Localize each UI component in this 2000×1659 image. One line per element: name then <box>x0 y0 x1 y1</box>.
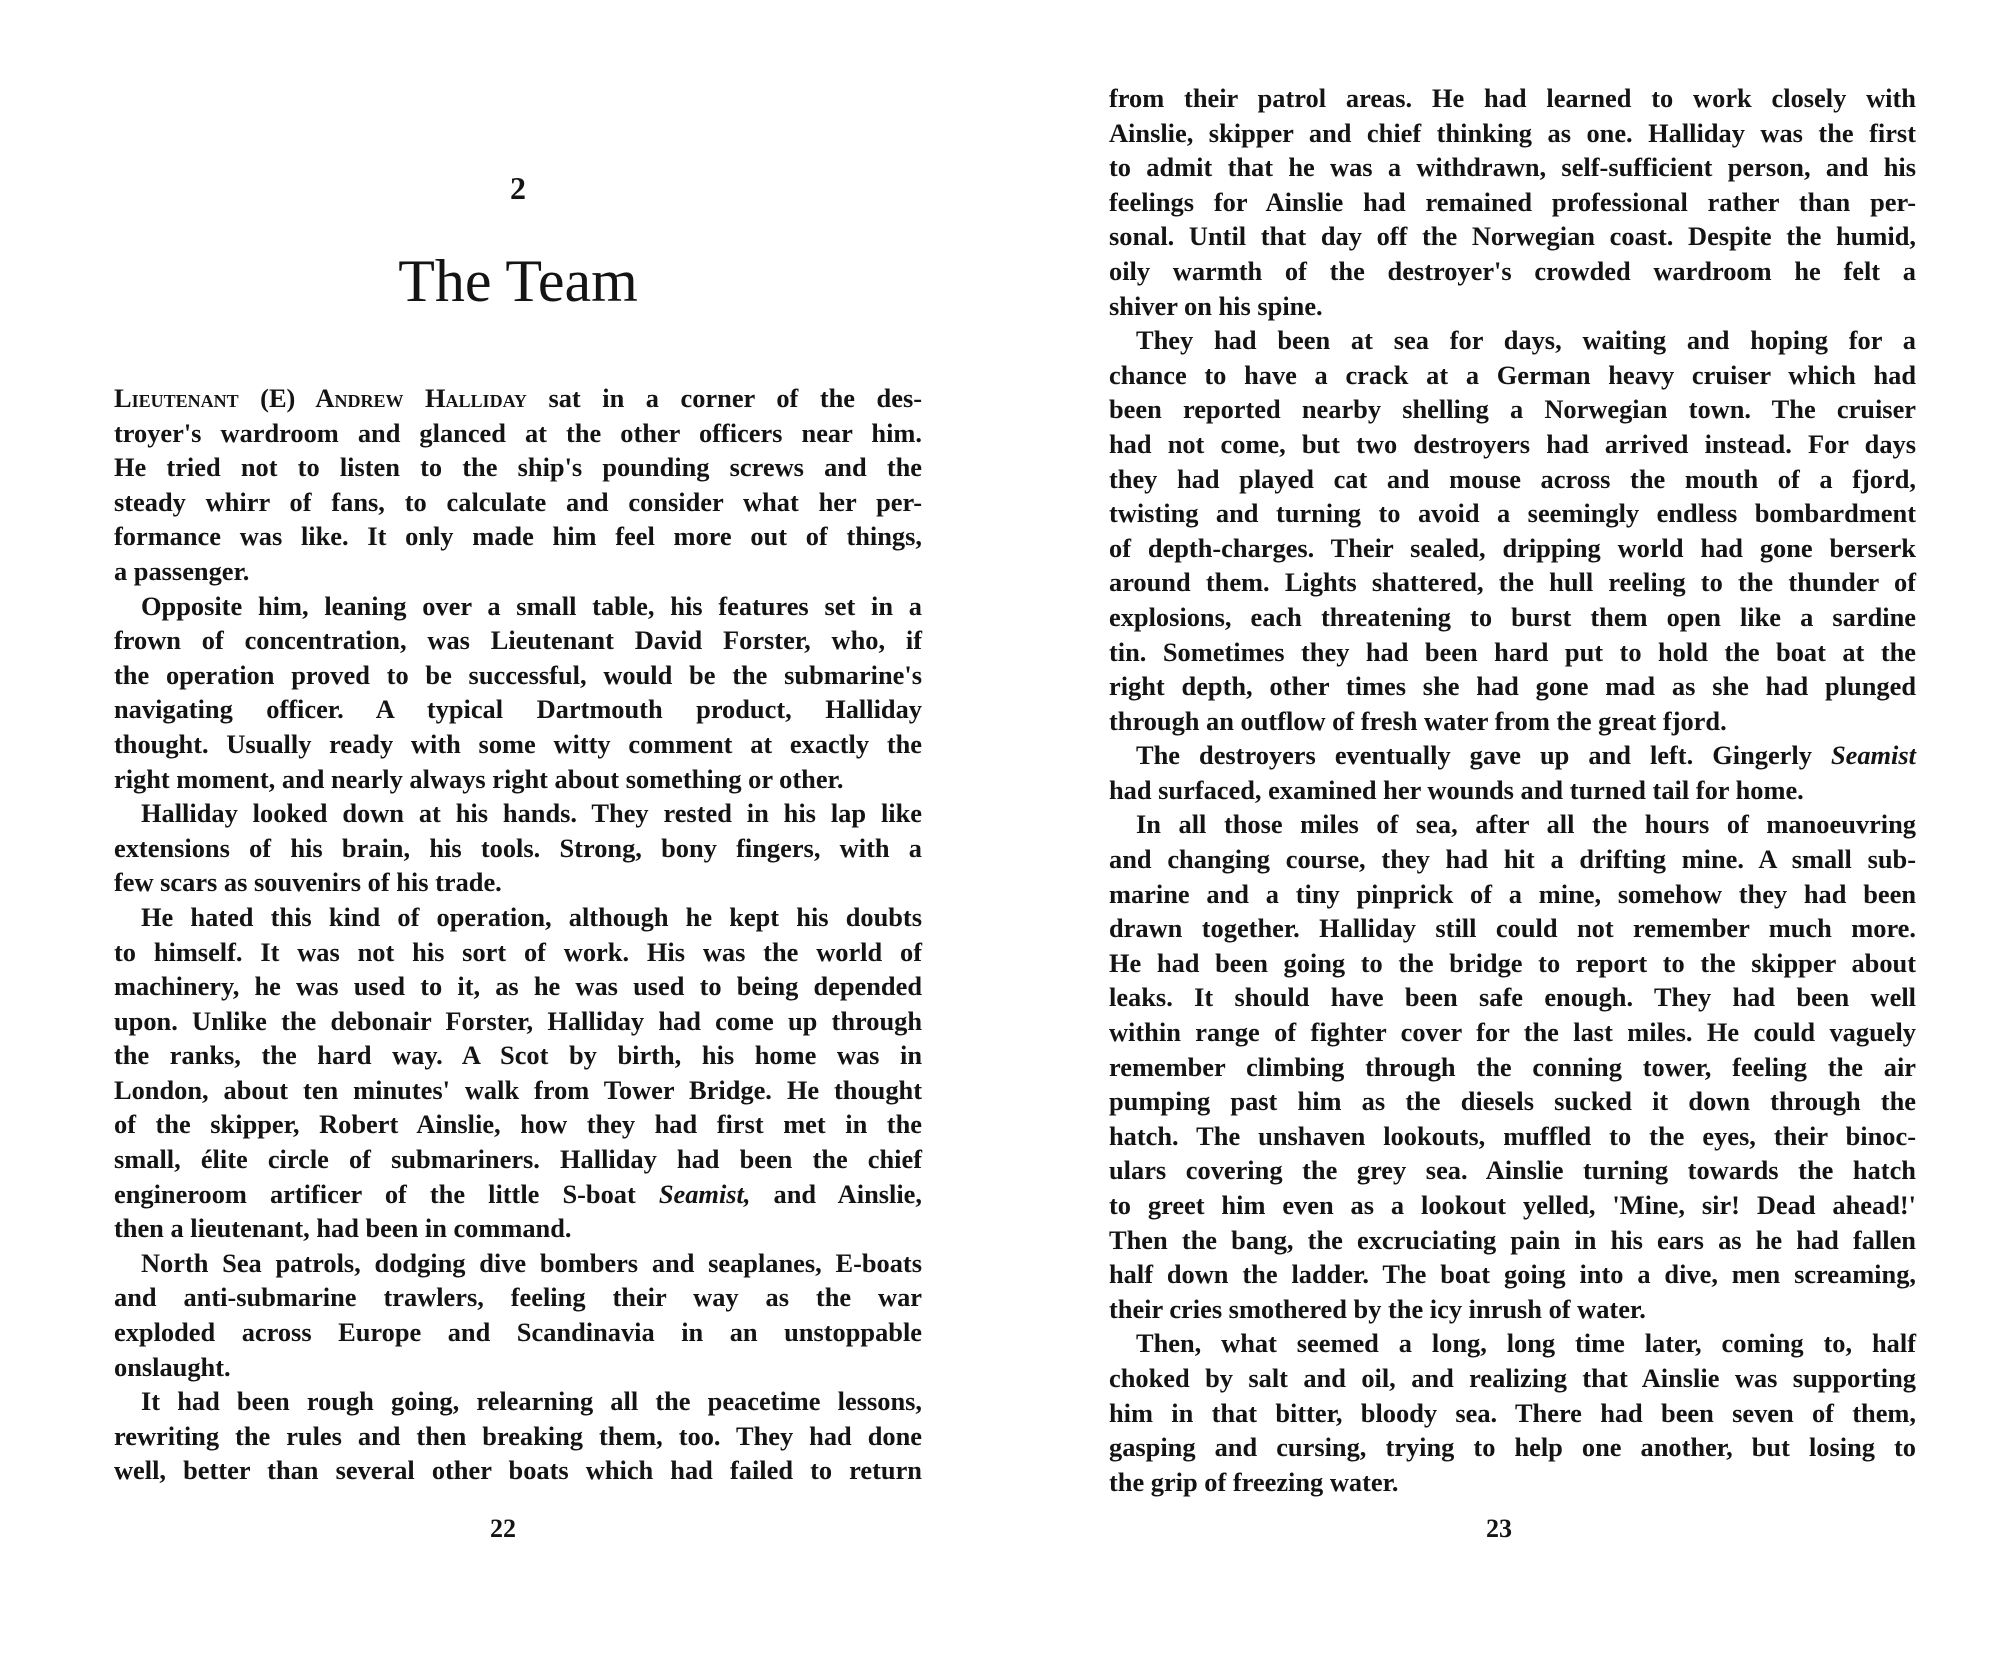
line-text: a passenger. <box>114 555 250 586</box>
text-line <box>1109 842 1916 877</box>
text-line <box>1109 911 1916 946</box>
text-line <box>1109 81 1916 116</box>
line-text: formance was like. It only made him feel more out of things, <box>114 521 922 552</box>
line-text: rewriting the rules and then breaking them, too. They had done <box>114 1420 922 1451</box>
line-text: their cries smothered by the icy inrush of water. <box>1109 1293 1646 1324</box>
text-line <box>1109 669 1916 704</box>
page-number-left: 22 <box>490 1514 516 1543</box>
line-text: onslaught. <box>114 1351 231 1382</box>
line-text: chance to have a crack at a German heavy cruiser which had <box>1109 359 1916 390</box>
line-text: they had played cat and mouse across the mouth of a fjord, <box>1109 463 1916 494</box>
text-line <box>114 831 922 866</box>
text-line <box>1109 1396 1916 1431</box>
line-text: thought. Usually ready with some witty comment at exactly the <box>114 728 922 759</box>
text-line <box>1109 496 1916 531</box>
line-text: Opposite him, leaning over a small table, his features set in a <box>141 590 922 621</box>
line-text: gasping and cursing, trying to help one another, but losing to <box>1109 1432 1916 1463</box>
text-line <box>114 1419 922 1454</box>
chapter-title: The Team <box>398 248 638 314</box>
line-text: been reported nearby shelling a Norwegian town. The cruiser <box>1109 394 1916 425</box>
right-page <box>1000 0 2000 1659</box>
text-line <box>1109 807 1916 842</box>
text-line <box>1109 219 1916 254</box>
line-text: the operation proved to be successful, would be the submarine's <box>114 659 922 690</box>
text-line <box>1109 565 1916 600</box>
line-text: London, about ten minutes' walk from Tower Bridge. He thought <box>114 1074 922 1105</box>
line-text: exploded across Europe and Scandinavia in an unstoppable <box>114 1317 922 1348</box>
line-text: It had been rough going, relearning all the peacetime lessons, <box>141 1386 922 1417</box>
line-text: troyer's wardroom and glanced at the other officers near him. <box>114 417 922 448</box>
text-line <box>114 1280 922 1315</box>
italic-text: Seamist, <box>658 1178 751 1209</box>
left-page-text <box>114 381 922 1488</box>
line-text: then a lieutenant, had been in command. <box>114 1213 572 1244</box>
text-line <box>1109 462 1916 497</box>
line-text: They had been at sea for days, waiting and hoping for a <box>1136 325 1916 356</box>
line-text: explosions, each threatening to burst them open like a sardine <box>1109 601 1916 632</box>
text-line <box>114 1142 922 1177</box>
text-line <box>114 658 922 693</box>
line-text: marine and a tiny pinprick of a mine, somehow they had been <box>1109 878 1916 909</box>
text-line <box>1109 427 1916 462</box>
text-line <box>114 589 922 624</box>
text-line <box>114 865 922 900</box>
text-line <box>114 900 922 935</box>
text-line <box>1109 1015 1916 1050</box>
line-text: hatch. The unshaven lookouts, muffled to the eyes, their binoc- <box>1109 1120 1916 1151</box>
line-text: right depth, other times she had gone mad as she had plunged <box>1109 671 1916 702</box>
text-line <box>114 450 922 485</box>
line-text: well, better than several other boats which had failed to return <box>114 1455 922 1486</box>
text-line <box>1109 323 1916 358</box>
text-line <box>1109 185 1916 220</box>
text-line <box>114 1177 922 1212</box>
line-text: sat in a corner of the des- <box>526 383 922 413</box>
text-line <box>114 554 922 589</box>
line-text: through an outflow of fresh water from the great fjord. <box>1109 705 1727 736</box>
line-text: remember climbing through the conning tower, feeling the air <box>1109 1051 1916 1082</box>
text-line <box>1109 1292 1916 1327</box>
line-text: sonal. Until that day off the Norwegian coast. Despite the humid, <box>1109 221 1916 252</box>
line-text: extensions of his brain, his tools. Strong, bony fingers, with a <box>114 832 922 863</box>
line-text: him in that bitter, bloody sea. There had been seven of them, <box>1109 1397 1916 1428</box>
line-text: Then, what seemed a long, long time later, coming to, half <box>1136 1328 1916 1359</box>
line-text: around them. Lights shattered, the hull reeling to the thunder of <box>1109 567 1916 598</box>
line-text: feelings for Ainslie had remained professional rather than per- <box>1109 186 1916 217</box>
text-line <box>1109 150 1916 185</box>
text-line <box>1109 289 1916 324</box>
text-line <box>1109 358 1916 393</box>
text-line <box>114 381 922 416</box>
line-text: oily warmth of the destroyer's crowded wardroom he felt a <box>1109 255 1916 286</box>
text-line <box>114 692 922 727</box>
text-line <box>114 762 922 797</box>
text-line <box>1109 1050 1916 1085</box>
text-line <box>1109 1153 1916 1188</box>
text-line <box>1109 392 1916 427</box>
line-text: Then the bang, the excruciating pain in his ears as he had fallen <box>1109 1224 1916 1255</box>
text-line <box>114 485 922 520</box>
text-line <box>1109 946 1916 981</box>
line-text: North Sea patrols, dodging dive bombers and seaplanes, E-boats <box>141 1247 922 1278</box>
text-line <box>114 1004 922 1039</box>
line-text: leaks. It should have been safe enough. They had been well <box>1109 982 1916 1013</box>
text-line <box>1109 1119 1916 1154</box>
line-text: and anti-submarine trawlers, feeling their way as the war <box>114 1282 922 1313</box>
text-line <box>1109 1430 1916 1465</box>
text-line <box>114 1038 922 1073</box>
line-text: tin. Sometimes they had been hard put to hold the boat at the <box>1109 636 1916 667</box>
text-line <box>114 416 922 451</box>
text-line <box>114 969 922 1004</box>
line-text: Ainslie, skipper and chief thinking as one. Halliday was the first <box>1109 117 1916 148</box>
line-text: upon. Unlike the debonair Forster, Halliday had come up through <box>114 1005 922 1036</box>
text-line <box>1109 1223 1916 1258</box>
line-text: He hated this kind of operation, although he kept his doubts <box>141 901 922 932</box>
text-line <box>1109 738 1916 773</box>
line-text: to admit that he was a withdrawn, self-sufficient person, and his <box>1109 152 1916 183</box>
text-line <box>114 1073 922 1108</box>
line-text-after: and Ainslie, <box>750 1178 922 1209</box>
line-text: He had been going to the bridge to report to the skipper about <box>1109 947 1916 978</box>
text-line <box>114 1211 922 1246</box>
text-line <box>114 727 922 762</box>
line-text: from their patrol areas. He had learned to work closely with <box>1109 83 1916 113</box>
line-text: and changing course, they had hit a drifting mine. A small sub- <box>1109 844 1916 875</box>
line-text: He tried not to listen to the ship's pounding screws and the <box>114 452 922 483</box>
text-line <box>114 1453 922 1488</box>
page-number-right: 23 <box>1486 1514 1512 1543</box>
line-text: ulars covering the grey sea. Ainslie turning towards the hatch <box>1109 1155 1916 1186</box>
line-text: Halliday looked down at his hands. They rested in his lap like <box>141 798 922 829</box>
text-line <box>1109 1257 1916 1292</box>
line-text: of the skipper, Robert Ainslie, how they had first met in the <box>114 1109 922 1140</box>
text-line <box>114 935 922 970</box>
text-line <box>114 1384 922 1419</box>
text-line <box>1109 980 1916 1015</box>
line-text: the grip of freezing water. <box>1109 1466 1399 1497</box>
text-line <box>1109 877 1916 912</box>
chapter-number: 2 <box>510 170 526 206</box>
line-text: the ranks, the hard way. A Scot by birth, his home was in <box>114 1040 922 1071</box>
line-text: pumping past him as the diesels sucked it down through the <box>1109 1086 1916 1117</box>
text-line <box>114 1315 922 1350</box>
line-text: machinery, he was used to it, as he was used to being depended <box>114 971 922 1002</box>
text-line <box>114 519 922 554</box>
text-line <box>1109 635 1916 670</box>
line-text: to himself. It was not his sort of work. His was the world of <box>114 936 922 967</box>
line-text: frown of concentration, was Lieutenant David Forster, who, if <box>114 625 922 656</box>
italic-text: Seamist <box>1830 740 1916 771</box>
line-text: drawn together. Halliday still could not remember much more. <box>1109 913 1916 944</box>
text-line <box>1109 1188 1916 1223</box>
line-text: of depth-charges. Their sealed, dripping world had gone berserk <box>1109 532 1916 563</box>
line-text: choked by salt and oil, and realizing that Ainslie was supporting <box>1109 1362 1916 1393</box>
text-line <box>1109 531 1916 566</box>
line-text: shiver on his spine. <box>1109 290 1323 321</box>
text-line <box>1109 116 1916 151</box>
line-text: half down the ladder. The boat going into a dive, men screaming, <box>1109 1259 1916 1290</box>
line-text: The destroyers eventually gave up and left. Gingerly <box>1136 740 1831 771</box>
text-line <box>1109 1361 1916 1396</box>
text-line <box>1109 1326 1916 1361</box>
right-page-text <box>1109 81 1916 1499</box>
line-text: had not come, but two destroyers had arrived instead. For days <box>1109 428 1916 459</box>
text-line <box>1109 773 1916 808</box>
line-text: to greet him even as a lookout yelled, 'Mine, sir! Dead ahead!' <box>1109 1190 1916 1220</box>
text-line <box>1109 600 1916 635</box>
text-line <box>114 796 922 831</box>
opening-small-caps: Lieutenant (E) Andrew Halliday <box>114 383 527 413</box>
text-line <box>1109 704 1916 739</box>
line-text: few scars as souvenirs of his trade. <box>114 867 502 898</box>
line-text: navigating officer. A typical Dartmouth product, Halliday <box>114 694 922 725</box>
text-line <box>114 623 922 658</box>
line-text: twisting and turning to avoid a seemingly endless bombardment <box>1109 498 1916 529</box>
text-line <box>114 1107 922 1142</box>
text-line <box>1109 254 1916 289</box>
text-line <box>114 1246 922 1281</box>
line-text: small, élite circle of submariners. Halliday had been the chief <box>114 1144 922 1175</box>
line-text: within range of fighter cover for the last miles. He could vaguely <box>1109 1017 1916 1048</box>
line-text: In all those miles of sea, after all the hours of manoeuvring <box>1136 809 1916 840</box>
line-text: right moment, and nearly always right about something or other. <box>114 763 844 794</box>
line-text: had surfaced, examined her wounds and turned tail for home. <box>1109 774 1804 805</box>
line-text: steady whirr of fans, to calculate and consider what her per- <box>114 486 922 517</box>
text-line <box>1109 1084 1916 1119</box>
text-line <box>114 1350 922 1385</box>
text-line <box>1109 1465 1916 1500</box>
line-text: engineroom artificer of the little S-boat <box>114 1178 659 1209</box>
